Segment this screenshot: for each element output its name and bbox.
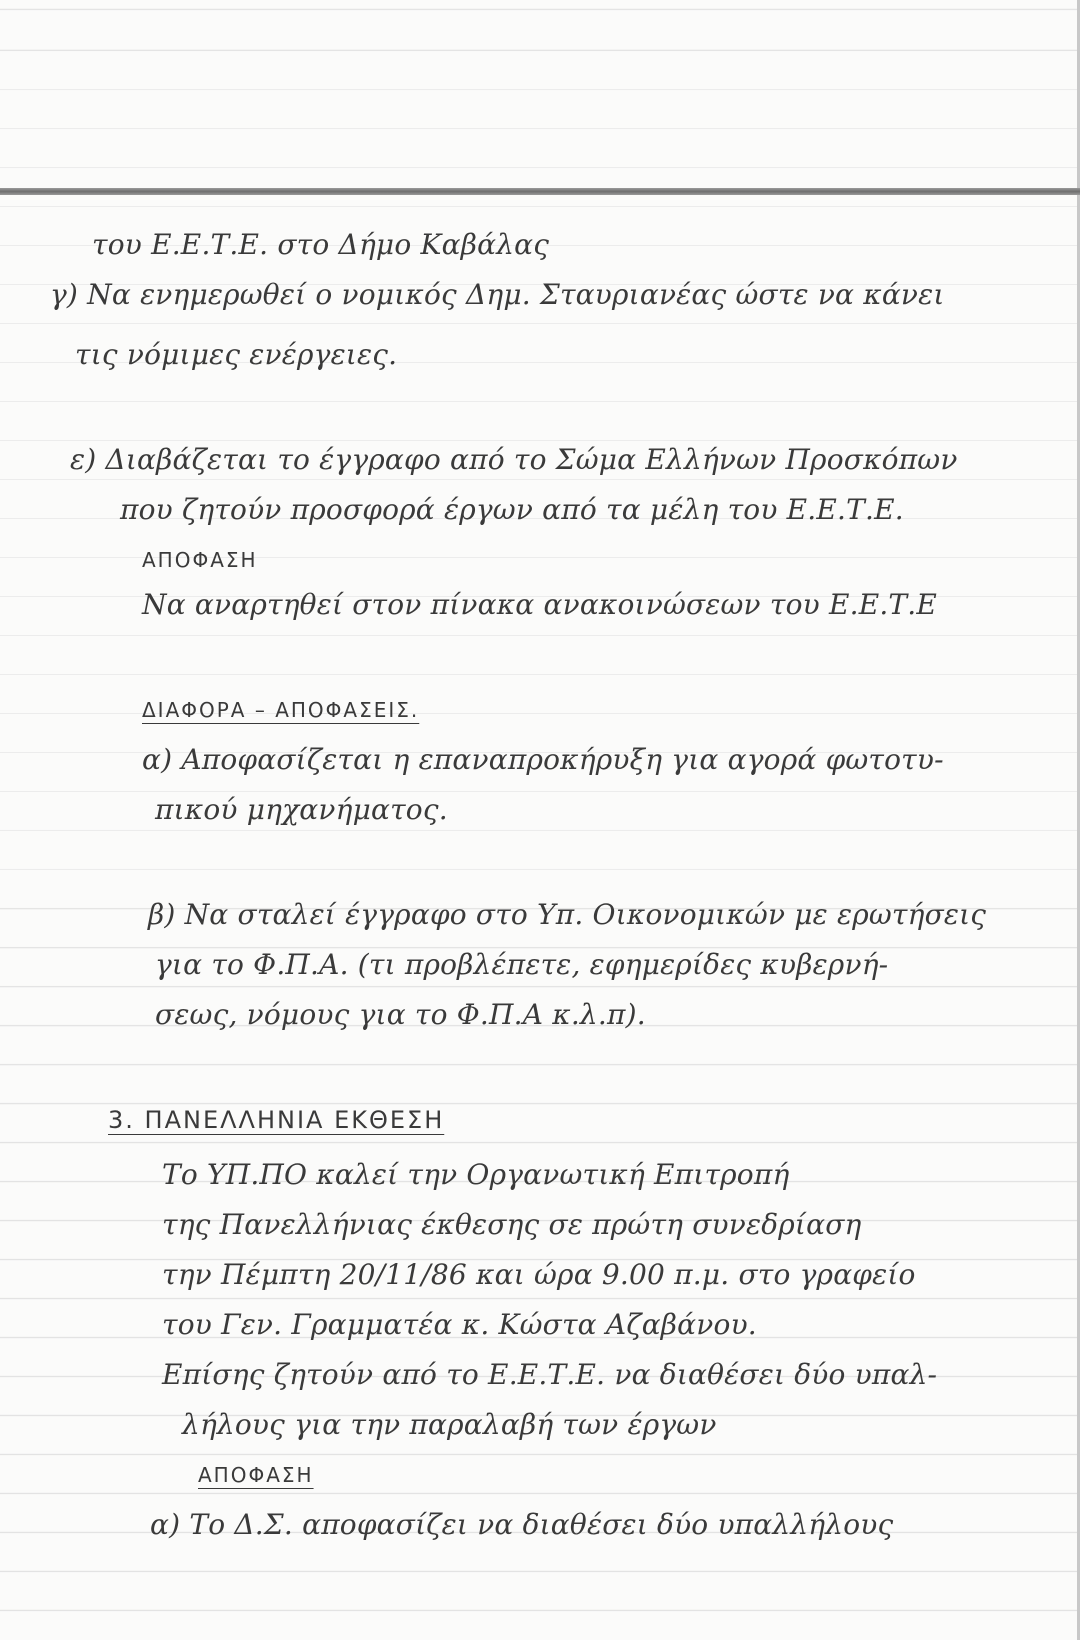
text-line: σεως, νόμους για το Φ.Π.Α κ.λ.π).	[155, 998, 646, 1031]
text-line: λήλους για την παραλαβή των έργων	[182, 1408, 717, 1441]
text-line: την Πέμπτη 20/11/86 και ώρα 9.00 π.μ. στο γραφείο	[162, 1258, 916, 1291]
text-line: της Πανελλήνιας έκθεσης σε πρώτη συνεδρίαση	[162, 1208, 862, 1241]
text-line: που ζητούν προσφορά έργων από τα μέλη του Ε.Ε.Τ.Ε.	[120, 493, 904, 526]
text-line: για το Φ.Π.Α. (τι προβλέπετε, εφημερίδες κυβερνή-	[155, 948, 889, 981]
text-line: πικού μηχανήματος.	[155, 793, 448, 826]
text-line: β) Να σταλεί έγγραφο στο Υπ. Οικονομικών με ερωτήσεις	[148, 898, 987, 931]
text-line: Το ΥΠ.ΠΟ καλεί την Οργανωτική Επιτροπή	[162, 1158, 790, 1191]
text-line: τις νόμιμες ενέργειες.	[75, 338, 398, 371]
text-line: ε) Διαβάζεται το έγγραφο από το Σώμα Ελλήνων Προσκόπων	[70, 443, 958, 476]
section-heading: ΔΙΑΦΟΡΑ – ΑΠΟΦΑΣΕΙΣ.	[142, 698, 420, 722]
text-line: του Ε.Ε.Τ.Ε. στο Δήμο Καβάλας	[92, 228, 550, 261]
section-heading: ΑΠΟΦΑΣΗ	[198, 1463, 314, 1487]
section-heading: ΑΠΟΦΑΣΗ	[142, 548, 258, 572]
text-line: α) Αποφασίζεται η επαναπροκήρυξη για αγορά φωτοτυ-	[142, 743, 944, 776]
text-line: Να αναρτηθεί στον πίνακα ανακοινώσεων του Ε.Ε.Τ.Ε	[142, 588, 938, 621]
section-heading: 3. ΠΑΝΕΛΛΗΝΙΑ ΕΚΘΕΣΗ	[108, 1106, 445, 1134]
text-line: α) Το Δ.Σ. αποφασίζει να διαθέσει δύο υπαλλήλους	[150, 1508, 894, 1541]
header-rule	[0, 188, 1080, 195]
text-line: του Γεν. Γραμματέα κ. Κώστα Αζαβάνου.	[162, 1308, 757, 1341]
text-line: γ) Να ενημερωθεί ο νομικός Δημ. Σταυριανέας ώστε να κάνει	[50, 278, 945, 311]
text-line: Επίσης ζητούν από το Ε.Ε.Τ.Ε. να διαθέσει δύο υπαλ-	[162, 1358, 938, 1391]
